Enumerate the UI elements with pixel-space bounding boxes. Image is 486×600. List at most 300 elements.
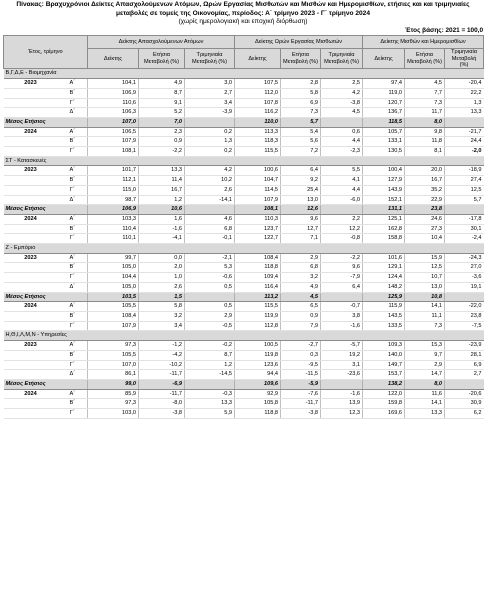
- annual-average-label: Μέσος Ετήσιος: [4, 292, 88, 302]
- value-cell: -1,6: [321, 389, 363, 399]
- value-cell: 16,7: [405, 176, 445, 186]
- value-cell: 108,4: [88, 311, 139, 321]
- table-row: [4, 282, 484, 292]
- value-cell: 119,9: [235, 311, 281, 321]
- value-cell: -0,8: [321, 234, 363, 244]
- quarter-cell: Γ΄: [58, 147, 88, 157]
- value-cell: 2,9: [405, 360, 445, 370]
- value-cell: 3,4: [185, 98, 235, 108]
- base-year-label: Έτος βάσης: 2021 = 100,0: [405, 27, 483, 35]
- value-cell: 110,1: [88, 234, 139, 244]
- value-cell: [185, 205, 235, 215]
- value-cell: 119,8: [235, 350, 281, 360]
- value-cell: 99,0: [88, 379, 139, 389]
- value-cell: 108,4: [235, 253, 281, 263]
- value-cell: 11,6: [405, 389, 445, 399]
- table-row: [4, 98, 484, 108]
- value-cell: 7,7: [405, 88, 445, 98]
- value-cell: 115,5: [235, 302, 281, 312]
- value-cell: 7,3: [405, 98, 445, 108]
- value-cell: 10,6: [139, 205, 185, 215]
- table-subtitle: (χωρίς ημερολογιακή και εποχική διόρθωση): [178, 18, 308, 26]
- value-cell: -4,2: [139, 350, 185, 360]
- value-cell: 14,1: [405, 399, 445, 409]
- value-cell: 105,0: [88, 263, 139, 273]
- value-cell: 106,5: [88, 127, 139, 137]
- table-row: [4, 341, 484, 351]
- value-cell: 27,4: [445, 176, 484, 186]
- value-cell: [321, 117, 363, 127]
- quarter-cell: Β΄: [58, 263, 88, 273]
- value-cell: 103,0: [88, 409, 139, 419]
- value-cell: -5,7: [321, 341, 363, 351]
- annual-average-row: [4, 205, 484, 215]
- quarter-cell: Α΄: [58, 166, 88, 176]
- sector-row: [4, 244, 484, 254]
- quarter-cell: Δ΄: [58, 108, 88, 118]
- year-cell: 2023: [4, 253, 58, 263]
- table-row: [4, 370, 484, 380]
- value-cell: 27,0: [445, 263, 484, 273]
- value-cell: 5,5: [321, 166, 363, 176]
- table-row: [4, 88, 484, 98]
- value-cell: 115,9: [363, 302, 405, 312]
- value-cell: 5,8: [281, 88, 321, 98]
- annual-average-row: [4, 292, 484, 302]
- value-cell: 115,0: [88, 185, 139, 195]
- year-cell: [4, 282, 58, 292]
- value-cell: 10,4: [405, 234, 445, 244]
- value-cell: 2,5: [321, 79, 363, 89]
- year-cell: [4, 321, 58, 331]
- value-cell: 118,8: [235, 409, 281, 419]
- value-cell: 13,3: [139, 166, 185, 176]
- subheader-annual-change: Ετήσια Μεταβολή (%): [405, 49, 445, 69]
- value-cell: 94,4: [235, 370, 281, 380]
- value-cell: 152,1: [363, 195, 405, 205]
- value-cell: -11,7: [139, 370, 185, 380]
- value-cell: 6,9: [445, 360, 484, 370]
- value-cell: 101,7: [88, 166, 139, 176]
- table-row: [4, 127, 484, 137]
- value-cell: 0,9: [139, 137, 185, 147]
- table-row: [4, 350, 484, 360]
- value-cell: 3,8: [321, 311, 363, 321]
- value-cell: [185, 379, 235, 389]
- year-cell: [4, 176, 58, 186]
- quarter-cell: Β΄: [58, 224, 88, 234]
- value-cell: 127,9: [363, 176, 405, 186]
- value-cell: 113,2: [235, 292, 281, 302]
- year-cell: [4, 399, 58, 409]
- value-cell: 112,8: [235, 321, 281, 331]
- value-cell: -20,4: [445, 79, 484, 89]
- quarter-cell: Α΄: [58, 389, 88, 399]
- value-cell: 11,4: [139, 176, 185, 186]
- value-cell: 109,3: [363, 341, 405, 351]
- table-row: [4, 311, 484, 321]
- value-cell: 7,1: [281, 234, 321, 244]
- value-cell: 101,6: [363, 253, 405, 263]
- value-cell: 12,6: [281, 205, 321, 215]
- value-cell: 109,6: [235, 379, 281, 389]
- value-cell: 113,3: [235, 127, 281, 137]
- value-cell: 110,3: [235, 214, 281, 224]
- value-cell: 107,9: [235, 195, 281, 205]
- quarter-cell: Β΄: [58, 311, 88, 321]
- value-cell: -2,4: [445, 234, 484, 244]
- value-cell: 140,0: [363, 350, 405, 360]
- value-cell: 105,0: [88, 282, 139, 292]
- value-cell: 12,3: [321, 409, 363, 419]
- value-cell: 105,8: [235, 399, 281, 409]
- value-cell: -10,2: [139, 360, 185, 370]
- value-cell: 143,5: [363, 311, 405, 321]
- quarter-cell: Α΄: [58, 127, 88, 137]
- value-cell: 22,9: [405, 195, 445, 205]
- value-cell: -11,5: [281, 370, 321, 380]
- value-cell: 103,5: [88, 292, 139, 302]
- value-cell: 13,3: [405, 409, 445, 419]
- table-row: [4, 234, 484, 244]
- table-row: [4, 79, 484, 89]
- value-cell: 6,2: [445, 409, 484, 419]
- value-cell: -0,6: [185, 273, 235, 283]
- value-cell: -8,0: [139, 399, 185, 409]
- value-cell: 7,9: [281, 321, 321, 331]
- table-row: [4, 195, 484, 205]
- value-cell: -14,1: [185, 195, 235, 205]
- value-cell: 97,3: [88, 341, 139, 351]
- year-cell: 2023: [4, 79, 58, 89]
- value-cell: -4,1: [139, 234, 185, 244]
- value-cell: 9,6: [281, 214, 321, 224]
- subheader-index: Δείκτης: [235, 49, 281, 69]
- value-cell: 10,7: [405, 273, 445, 283]
- value-cell: 133,1: [363, 137, 405, 147]
- value-cell: 133,5: [363, 321, 405, 331]
- value-cell: 4,4: [321, 185, 363, 195]
- value-cell: 13,9: [321, 399, 363, 409]
- value-cell: 116,2: [235, 108, 281, 118]
- value-cell: 104,4: [88, 273, 139, 283]
- value-cell: 4,6: [185, 214, 235, 224]
- value-cell: 131,1: [363, 205, 405, 215]
- subheader-annual-change: Ετήσια Μεταβολή (%): [281, 49, 321, 69]
- value-cell: 22,2: [445, 88, 484, 98]
- value-cell: 13,3: [445, 108, 484, 118]
- value-cell: 5,7: [281, 117, 321, 127]
- value-cell: [445, 379, 484, 389]
- value-cell: [321, 292, 363, 302]
- value-cell: -20,6: [445, 389, 484, 399]
- quarter-cell: Γ΄: [58, 234, 88, 244]
- value-cell: 1,3: [445, 98, 484, 108]
- quarter-cell: Γ΄: [58, 321, 88, 331]
- value-cell: 143,9: [363, 185, 405, 195]
- value-cell: 8,1: [405, 147, 445, 157]
- value-cell: 2,9: [281, 253, 321, 263]
- value-cell: 4,5: [281, 292, 321, 302]
- value-cell: 7,2: [281, 147, 321, 157]
- value-cell: [321, 379, 363, 389]
- value-cell: 20,0: [405, 166, 445, 176]
- value-cell: 13,3: [185, 399, 235, 409]
- value-cell: 97,3: [88, 399, 139, 409]
- value-cell: [185, 117, 235, 127]
- value-cell: 106,9: [88, 205, 139, 215]
- value-cell: 4,4: [321, 137, 363, 147]
- value-cell: -7,9: [321, 273, 363, 283]
- value-cell: 11,7: [405, 108, 445, 118]
- value-cell: 138,2: [363, 379, 405, 389]
- value-cell: 123,7: [235, 224, 281, 234]
- value-cell: 122,7: [235, 234, 281, 244]
- value-cell: 15,9: [405, 253, 445, 263]
- value-cell: -3,9: [185, 108, 235, 118]
- table-row: [4, 147, 484, 157]
- value-cell: 1,0: [139, 273, 185, 283]
- value-cell: 4,5: [405, 79, 445, 89]
- table-title: Πίνακας: Βραχυχρόνιοι Δείκτες Απασχολούμενων Ατόμων, Ωρών Εργασίας Μισθωτών και Μισθών και Ημερομισθίων, ετήσιες και και τριμηνιαίες μεταβολές σε τομείς της Οικονομίας, περίοδος: Α΄ τρίμηνο 2023 - Γ΄ τρίμηνο 2024: [16, 1, 470, 17]
- period-header: Έτος, τρίμηνο: [4, 36, 88, 69]
- value-cell: -22,0: [445, 302, 484, 312]
- value-cell: 107,0: [88, 117, 139, 127]
- value-cell: 118,5: [363, 117, 405, 127]
- annual-average-label: Μέσος Ετήσιος: [4, 379, 88, 389]
- sector-row: [4, 69, 484, 79]
- value-cell: 4,9: [139, 79, 185, 89]
- year-cell: 2024: [4, 302, 58, 312]
- value-cell: 3,2: [139, 311, 185, 321]
- value-cell: -9,5: [281, 360, 321, 370]
- quarter-cell: Δ΄: [58, 195, 88, 205]
- value-cell: 169,6: [363, 409, 405, 419]
- quarter-cell: Α΄: [58, 79, 88, 89]
- value-cell: 6,8: [281, 263, 321, 273]
- value-cell: 108,1: [235, 205, 281, 215]
- quarter-cell: Β΄: [58, 88, 88, 98]
- value-cell: 11,1: [405, 311, 445, 321]
- year-cell: [4, 360, 58, 370]
- table-row: [4, 302, 484, 312]
- value-cell: 112,1: [88, 176, 139, 186]
- value-cell: 12,2: [321, 224, 363, 234]
- quarter-cell: Γ΄: [58, 409, 88, 419]
- value-cell: -2,0: [445, 147, 484, 157]
- year-cell: 2023: [4, 341, 58, 351]
- value-cell: 28,1: [445, 350, 484, 360]
- quarter-cell: Δ΄: [58, 282, 88, 292]
- quarter-cell: Β΄: [58, 399, 88, 409]
- table-row: [4, 166, 484, 176]
- year-cell: [4, 224, 58, 234]
- quarter-cell: Β΄: [58, 137, 88, 147]
- year-cell: [4, 273, 58, 283]
- value-cell: 2,3: [139, 127, 185, 137]
- value-cell: 7,3: [405, 321, 445, 331]
- value-cell: 19,2: [321, 350, 363, 360]
- value-cell: 122,0: [363, 389, 405, 399]
- quarter-cell: Δ΄: [58, 370, 88, 380]
- year-cell: [4, 137, 58, 147]
- value-cell: 35,2: [405, 185, 445, 195]
- value-cell: 3,2: [281, 273, 321, 283]
- value-cell: 19,1: [445, 282, 484, 292]
- value-cell: -6,0: [321, 195, 363, 205]
- value-cell: 1,2: [185, 360, 235, 370]
- value-cell: 8,0: [405, 379, 445, 389]
- indices-table: [3, 35, 484, 419]
- value-cell: 2,2: [321, 214, 363, 224]
- value-cell: -23,6: [321, 370, 363, 380]
- value-cell: [445, 117, 484, 127]
- value-cell: -2,7: [281, 341, 321, 351]
- value-cell: 109,4: [235, 273, 281, 283]
- sector-label: Η,Θ,Ι,Λ,Μ,Ν - Υπηρεσίες: [4, 331, 484, 341]
- value-cell: 86,1: [88, 370, 139, 380]
- quarter-cell: Γ΄: [58, 360, 88, 370]
- year-cell: [4, 185, 58, 195]
- value-cell: 5,8: [139, 302, 185, 312]
- year-cell: [4, 350, 58, 360]
- year-cell: [4, 98, 58, 108]
- value-cell: 30,9: [445, 399, 484, 409]
- value-cell: 14,7: [405, 370, 445, 380]
- value-cell: 3,0: [185, 79, 235, 89]
- value-cell: 12,7: [281, 224, 321, 234]
- subheader-quarterly-change: Τριμηνιαία Μεταβολή (%): [445, 49, 484, 69]
- quarter-cell: Β΄: [58, 350, 88, 360]
- value-cell: 1,3: [185, 137, 235, 147]
- value-cell: [445, 292, 484, 302]
- quarter-cell: Γ΄: [58, 273, 88, 283]
- value-cell: 24,4: [445, 137, 484, 147]
- value-cell: 92,9: [235, 389, 281, 399]
- value-cell: 107,5: [235, 79, 281, 89]
- employment-index-header: Δείκτης Απασχολούμενων Ατόμων: [88, 36, 235, 49]
- value-cell: 105,5: [88, 350, 139, 360]
- quarter-cell: Α΄: [58, 214, 88, 224]
- value-cell: 159,8: [363, 399, 405, 409]
- value-cell: -0,5: [185, 321, 235, 331]
- value-cell: 107,9: [88, 321, 139, 331]
- value-cell: -2,1: [185, 253, 235, 263]
- value-cell: 30,1: [445, 224, 484, 234]
- value-cell: 125,9: [363, 292, 405, 302]
- value-cell: 0,5: [185, 282, 235, 292]
- year-cell: [4, 311, 58, 321]
- value-cell: 7,3: [281, 108, 321, 118]
- year-cell: [4, 108, 58, 118]
- value-cell: 5,2: [139, 108, 185, 118]
- table-row: [4, 321, 484, 331]
- value-cell: 11,8: [405, 137, 445, 147]
- value-cell: 8,7: [185, 350, 235, 360]
- value-cell: 23,8: [405, 205, 445, 215]
- value-cell: -17,8: [445, 214, 484, 224]
- value-cell: 0,3: [281, 350, 321, 360]
- value-cell: -21,7: [445, 127, 484, 137]
- value-cell: -1,6: [139, 224, 185, 234]
- value-cell: -24,3: [445, 253, 484, 263]
- subheader-annual-change: Ετήσια Μεταβολή (%): [139, 49, 185, 69]
- year-cell: 2024: [4, 389, 58, 399]
- value-cell: 162,8: [363, 224, 405, 234]
- value-cell: 9,2: [281, 176, 321, 186]
- value-cell: 6,8: [185, 224, 235, 234]
- quarter-cell: Γ΄: [58, 185, 88, 195]
- value-cell: 5,4: [281, 127, 321, 137]
- value-cell: -3,6: [445, 273, 484, 283]
- quarter-cell: Α΄: [58, 302, 88, 312]
- value-cell: 104,1: [88, 79, 139, 89]
- table-row: [4, 253, 484, 263]
- year-cell: 2024: [4, 214, 58, 224]
- table-row: [4, 399, 484, 409]
- value-cell: 1,6: [139, 214, 185, 224]
- value-cell: 100,5: [235, 341, 281, 351]
- annual-average-label: Μέσος Ετήσιος: [4, 205, 88, 215]
- value-cell: 125,1: [363, 214, 405, 224]
- value-cell: -2,3: [321, 147, 363, 157]
- value-cell: 136,7: [363, 108, 405, 118]
- sector-row: [4, 331, 484, 341]
- sector-row: [4, 156, 484, 166]
- value-cell: 130,5: [363, 147, 405, 157]
- value-cell: 110,6: [88, 98, 139, 108]
- value-cell: 16,7: [139, 185, 185, 195]
- value-cell: -11,7: [281, 399, 321, 409]
- value-cell: 4,5: [321, 108, 363, 118]
- table-row: [4, 214, 484, 224]
- value-cell: 5,3: [185, 263, 235, 273]
- value-cell: -1,6: [321, 321, 363, 331]
- value-cell: -23,9: [445, 341, 484, 351]
- value-cell: 3,4: [139, 321, 185, 331]
- value-cell: 100,6: [235, 166, 281, 176]
- value-cell: 2,7: [445, 370, 484, 380]
- table-row: [4, 185, 484, 195]
- value-cell: 10,8: [405, 292, 445, 302]
- value-cell: 10,2: [185, 176, 235, 186]
- value-cell: -2,2: [139, 147, 185, 157]
- value-cell: 107,0: [88, 360, 139, 370]
- year-cell: 2024: [4, 127, 58, 137]
- value-cell: -0,7: [321, 302, 363, 312]
- table-row: [4, 108, 484, 118]
- value-cell: 1,5: [139, 292, 185, 302]
- value-cell: 106,3: [88, 108, 139, 118]
- table-row: [4, 360, 484, 370]
- value-cell: -11,7: [139, 389, 185, 399]
- value-cell: 9,1: [139, 98, 185, 108]
- value-cell: 12,5: [445, 185, 484, 195]
- value-cell: 99,7: [88, 253, 139, 263]
- value-cell: 104,7: [235, 176, 281, 186]
- quarter-cell: Β΄: [58, 176, 88, 186]
- quarter-cell: Α΄: [58, 341, 88, 351]
- value-cell: -5,9: [281, 379, 321, 389]
- value-cell: 100,4: [363, 166, 405, 176]
- value-cell: 85,9: [88, 389, 139, 399]
- year-cell: [4, 263, 58, 273]
- value-cell: 8,7: [139, 88, 185, 98]
- value-cell: 9,8: [405, 127, 445, 137]
- value-cell: 107,9: [88, 137, 139, 147]
- value-cell: [321, 205, 363, 215]
- hours-index-header: Δείκτης Ωρών Εργασίας Μισθωτών: [235, 36, 363, 49]
